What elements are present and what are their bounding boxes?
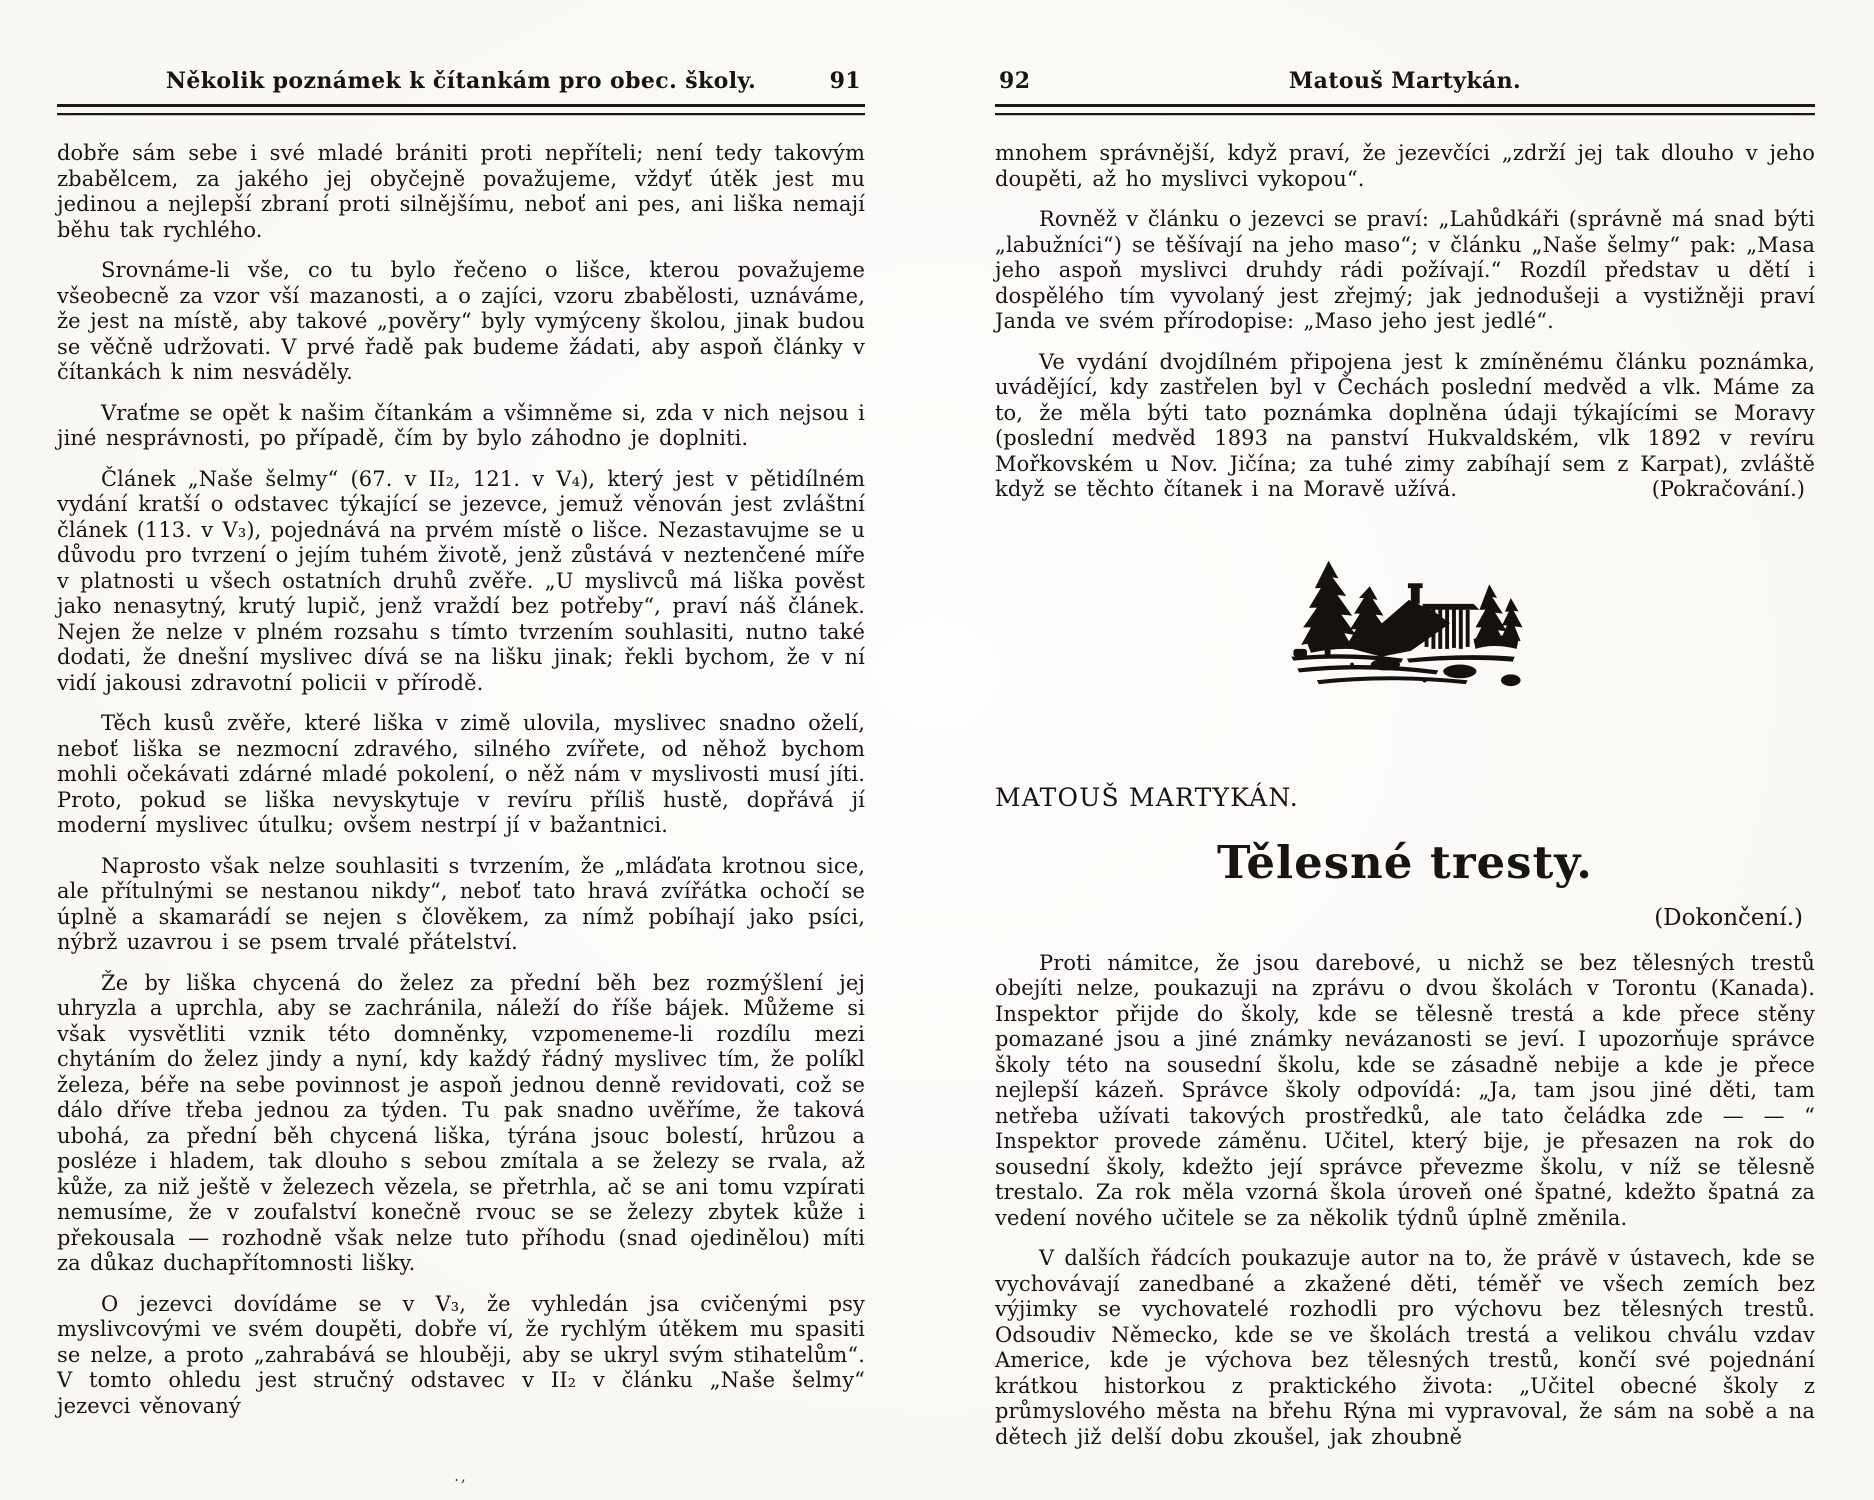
paragraph: Naprosto však nelze souhlasiti s tvrzením, že „mláďata krotnou sice, ale přítulnými se nestanou nikdy“, neboť tato hravá zvířátka ochočí se úplně a skamarádí se nejen s člověkem, za nímž pobíhají jako psíci, nýbrž uzavrou i se psem trvalé přátelství. [57, 853, 865, 954]
paragraph: Vraťme se opět k našim čítankám a všimněme si, zda v nich nejsou i jiné nesprávnosti, po případě, čím by bylo záhodno je doplniti. [57, 400, 865, 450]
completion-note: (Dokončení.) [1654, 904, 1803, 931]
article-title: Tělesné tresty. [1217, 835, 1593, 889]
continuation-note: (Pokračování.) [1651, 477, 1805, 501]
right-column-text [995, 141, 1815, 1450]
paragraph: Článek „Naše šelmy“ (67. v II₂, 121. v V₄), který jest v pětidílném vydání kratší o odstavec týkající se jezevce, jemuž věnován jest zvláštní článek (113. v V₃), pojednává na prvém místě o lišce. Nezastavujme se u důvodu pro tvrzení o jejím tuhém životě, jenž zůstává v neztenčené míře v platnosti u všech ostatních druhů zvěře. „U myslivců má liška pověst jako nenasytný, krutý lupič, jenž vraždí bez potřeby“, praví náš článek. Nejen že nelze v plném rozsahu s tímto tvrzením souhlasiti, nutno také dodati, že dnešní myslivec dívá se na lišku jinak; řekli bychom, že v ní vidí jakousi zdravotní policii v přírodě. [57, 466, 865, 695]
paragraph: Proti námitce, že jsou darebové, u nichž se bez tělesných trestů obejíti nelze, poukazuji na zprávu o dvou školách v Torontu (Kanada). Inspektor přijde do školy, kde se tělesně trestá a kde přece stěny pomazané jsou a jiné známky nevázanosti se jeví. I upozorňuje správce školy této na sousední školu, kde se zásadně nebije a kde je přece nejlepší kázeň. Správce školy odpovídá: „Ja, tam jsou jiné děti, tam netřeba užívati takových prostředků, ale tato čeládka zde — — “ Inspektor provede záměnu. Učitel, který bije, je přesazen na rok do sousední školy, kdežto její správce převezme školu, v níž se tělesně trestalo. Za rok měla vzorná škola úroveň oné špatné, kdežto špatná za vedení nového učitele se za několik týdnů úplně změnila. [995, 950, 1815, 1230]
paragraph: Těch kusů zvěře, které liška v zimě ulovila, myslivec snadno oželí, neboť liška se nezmocní zdravého, silného zvířete, od něhož bychom mohli očekávati zdárné mladé pokolení, o něž nám v myslivosti musí jíti. Proto, pokud se liška nevyskytuje v revíru příliš hustě, dopřává jí moderní myslivec útulku; ovšem nestrpí jí v bažantnici. [57, 711, 865, 837]
paragraph: Rovněž v článku o jezevci se praví: „Lahůdkáři (správně má snad býti „labužníci“) se těšívají na jeho maso“; v článku „Naše šelmy“ pak: „Masa jeho aspoň myslivci druhdy rádi požívají.“ Rozdíl představ u dětí i dospělého tím vyvolaný jest zřejmý; jak jednodušeji a vystižněji praví Janda ve svém přírodopise: „Maso jeho jest jedlé“. [995, 207, 1815, 333]
running-header-left [57, 56, 865, 104]
paragraph: Ve vydání dvojdílném připojena jest k zmíněnému článku poznámka, uvádějící, kdy zastřelen byl v Čechách poslední medvěd a vlk. Máme za to, že měla býti tato poznámka doplněna údaji týkajícími se Moravy (poslední medvěd 1893 na panství Hukvaldském, vlk 1892 v revíru Mořkovském u Nov. Jičína; za tuhé zimy zabíhají sem z Karpat), zvláště když se těchto čítanek i na Moravě užívá. [995, 349, 1815, 501]
paragraph: mnohem správnější, když praví, že jezevčíci „zdrží jej tak dlouho v jeho doupěti, až ho myslivci vykopou“. [995, 141, 1815, 191]
page-number: 91 [829, 68, 861, 94]
running-header-title: Několik poznámek k čítankám pro obec. školy. [165, 68, 757, 94]
paragraph: V dalších řádcích poukazuje autor na to, že právě v ústavech, kde se vychovávají zanedbané a zkažené děti, téměř ve všech zemích bez výjimky se vychovatelé rozhodli pro výchovu bez tělesných trestů. Odsoudiv Německo, kde se ve školách trestá a velikou chválu vzdav Americe, kde je výchova bez tělesných trestů, končí své pojednání krátkou historkou z praktického života: „Učitel obecné školy z průmyslového města na břehu Rýna mi vypravoval, že sám na sobě a na dětech již delší dobu zkoušel, jak zhoubně [995, 1246, 1815, 1449]
page-number: 92 [999, 68, 1031, 94]
header-rule [57, 104, 865, 115]
vignette-drawing [1286, 549, 1524, 691]
page-92 [995, 56, 1815, 1450]
paragraph: Že by liška chycená do želez za přední běh bez rozmýšlení jej uhryzla a uprchla, aby se zachránila, náleží do říše bájek. Můžeme si však vysvětliti vznik této domněnky, vzpomeneme-li rozdílu mezi chytáním do želez jindy a nyní, kdy každý řádný myslivec tím, že políkl železa, béře na sebe povinnost je aspoň jednou denně revidovati, což se dálo dříve třeba jednou za týden. Tu pak snadno uvěříme, že taková ubohá, za přední běh chycená liška, týrána jsouc bolestí, hrůzou a posléze i hladem, tak dlouho s sebou zmítala a se železy se rvala, až kůže, za niž ještě v železech vězela, se přetrhla, ač se ani tomu vzpírati nemusíme, že v zoufalství konečně rvouc se se železy zbytek kůže i překousala — rozhodně však nelze tuto příhodu (snad ojedinělou) míti za důkaz duchapřítomnosti lišky. [57, 970, 865, 1275]
paragraph: O jezevci dovídáme se v V₃, že vyhledán jsa cvičenými psy myslivcovými ve svém doupěti, dobře ví, že rychlým útěkem mu spasiti se nelze, a proto „zahrabává se hlouběji, aby se ukryl svým stihatelům“. V tomto ohledu jest stručný odstavec v II₂ v článku „Naše šelmy“ jezevci věnovaný [57, 1291, 865, 1418]
left-column-text [57, 141, 865, 1485]
column-end-mark: ., [454, 1467, 468, 1485]
paragraph: dobře sám sebe i své mladé brániti proti nepříteli; není tedy takovým zbabělcem, za jakého jej obyčejně považujeme, vždyť útěk jest mu jedinou a nejlepší zbraní proti silnějšímu, neboť ani pes, ani liška nemají běhu tak rychlého. [57, 141, 865, 242]
rural-cottage-vignette-illustration [1286, 549, 1524, 691]
page-91 [57, 56, 865, 1485]
header-rule [995, 104, 1815, 115]
paragraph: Srovnáme-li vše, co tu bylo řečeno o lišce, kterou považujeme všeobecně za vzor vší mazanosti, a o zajíci, vzoru zbabělosti, uznáváme, že jest na místě, aby takové „pověry“ byly vymýceny školou, jinak budou se věčně udržovati. V prvé řadě pak budeme žádati, aby aspoň články v čítankách k nim nesváděly. [57, 258, 865, 384]
running-header-right [995, 56, 1815, 104]
running-header-title: Matouš Martykán. [1288, 68, 1522, 94]
author-heading: MATOUŠ MARTYKÁN. [995, 782, 1299, 812]
